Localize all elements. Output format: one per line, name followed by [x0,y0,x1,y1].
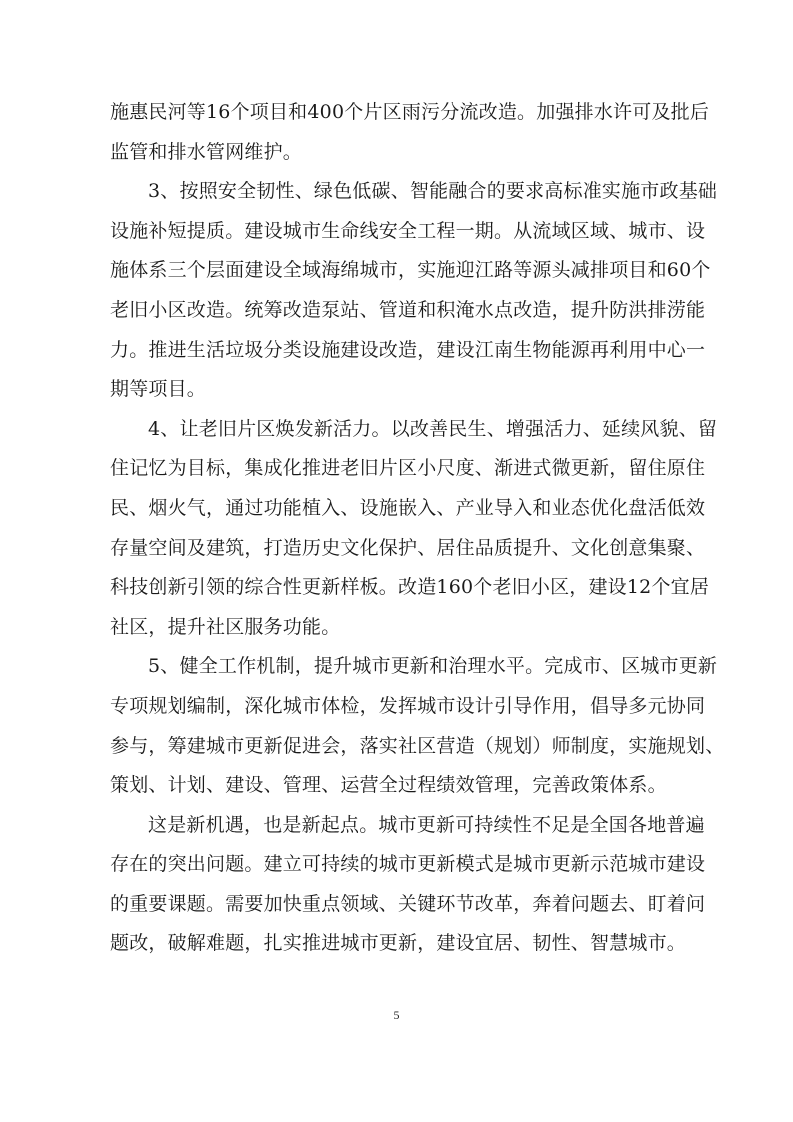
text-line: 设施补短提质。建设城市生命线安全工程一期。从流域区域、城市、设 [110,219,706,242]
text-line: 科技创新引领的综合性更新样板。改造160个老旧小区，建设12个宜居 [110,576,710,599]
text-line: 存在的突出问题。建立可持续的城市更新模式是城市更新示范城市建设 [110,853,706,876]
paragraph-first-line: 5、健全工作机制，提升城市更新和治理水平。完成市、区城市更新 [148,655,718,678]
paragraph-first-line: 这是新机遇，也是新起点。城市更新可持续性不足是全国各地普遍 [148,813,705,836]
text-line: 参与，筹建城市更新促进会，落实社区营造（规划）师制度，实施规划、 [110,734,725,757]
page-number: 5 [393,1008,400,1022]
body-text [110,93,725,964]
text-line: 题改，破解难题，扎实推进城市更新，建设宜居、韧性、智慧城市。 [110,932,687,955]
text-line: 的重要课题。需要加快重点领域、关键环节改革，奔着问题去、盯着问 [110,892,706,915]
paragraph-first-line: 3、按照安全韧性、绿色低碳、智能融合的要求高标准实施市政基础 [148,180,718,203]
text-line: 专项规划编制，深化城市体检，发挥城市设计引导作用，倡导多元协同 [110,694,706,717]
text-line: 存量空间及建筑，打造历史文化保护、居住品质提升、文化创意集聚、 [110,536,706,559]
text-line: 住记忆为目标，集成化推进老旧片区小尺度、渐进式微更新，留住原住 [110,457,706,480]
text-line: 老旧小区改造。统筹改造泵站、管道和积淹水点改造，提升防洪排涝能 [110,298,706,321]
text-line: 监管和排水管网维护。 [110,140,303,163]
text-line: 民、烟火气，通过功能植入、设施嵌入、产业导入和业态优化盘活低效 [110,496,706,519]
paragraph-first-line: 4、让老旧片区焕发新活力。以改善民生、增强活力、延续风貌、留 [148,417,718,440]
text-line: 社区，提升社区服务功能。 [110,615,341,638]
text-line: 施惠民河等16个项目和400个片区雨污分流改造。加强排水许可及批后 [110,101,710,123]
text-line: 期等项目。 [110,378,207,401]
text-line: 施体系三个层面建设全域海绵城市，实施迎江路等源头减排项目和60个 [110,259,711,282]
text-line: 策划、计划、建设、管理、运营全过程绩效管理，完善政策体系。 [110,774,667,797]
text-line: 力。推进生活垃圾分类设施建设改造，建设江南生物能源再利用中心一 [110,338,706,361]
